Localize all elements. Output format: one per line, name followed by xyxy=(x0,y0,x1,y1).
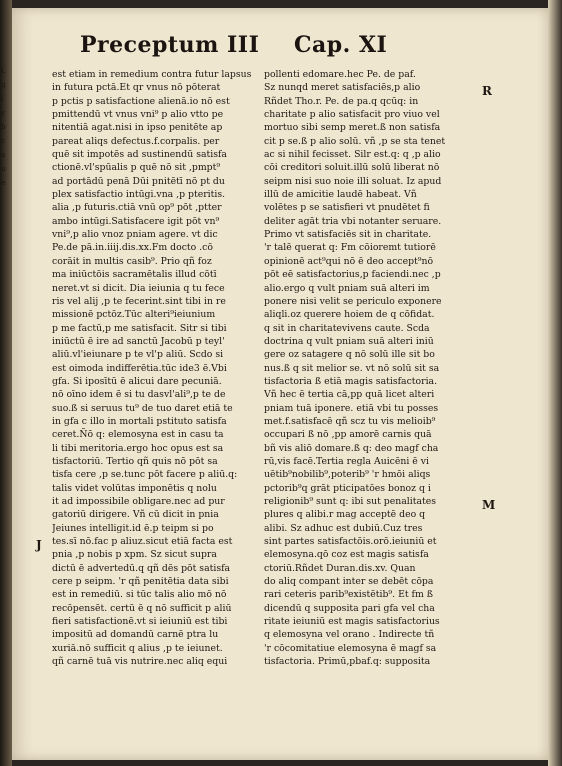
text-line: ambo intūgi.Satisfacere igit pōt vn⁹ xyxy=(52,215,220,227)
text-line: opinionē act⁹qui nō ē deo accept⁹nō xyxy=(264,255,434,267)
text-line: talis videt volūtas imponētis q nolu xyxy=(52,482,217,494)
text-line: plures q alibi.r mag acceptē deo q xyxy=(264,509,426,521)
text-line: doctrina q vult pniam suā alteri iniū xyxy=(264,335,434,347)
text-line: ctionē.vl'spūalis p quē nō sit ,pmpt⁹ xyxy=(52,162,221,174)
edge-mark: a xyxy=(1,151,6,159)
text-line: p me factū,p me satisfacit. Sitr si tibi xyxy=(52,322,227,334)
text-line: li tibi meritoria.ergo hoc opus est sa xyxy=(52,442,224,454)
text-line: pōt eē satisfactorius,p faciendi.nec ,p xyxy=(264,269,441,281)
text-line: est oimoda indifferētia.tūc ide3 ē.Vbi xyxy=(52,362,227,374)
text-line: sint partes satisfactōis.orō.ieiuniū et xyxy=(264,536,437,548)
text-line: plex satisfactio intūgi.vna ,p pteritis. xyxy=(52,189,226,201)
running-head-right: Cap. XI xyxy=(294,32,388,58)
edge-mark: i xyxy=(1,95,4,103)
text-line: religionib⁹ sunt q: ibi sut penalitates xyxy=(264,496,437,507)
text-line: tisfactoria. Primū,pbaf.q: supposita xyxy=(264,656,431,668)
text-line: pctorib⁹q grāt pticipatōes bonoz q i xyxy=(264,482,431,494)
text-line: ceret.Ñō q: elemosyna est in casu ta xyxy=(52,429,224,441)
text-line: ris vel alij ,p te fecerint.sint tibi in re xyxy=(52,295,226,307)
text-line: quē sit impotēs ad sustinendū satisfa xyxy=(52,149,227,161)
text-line: charitate p alio satisfacit pro viuo vel xyxy=(264,109,440,121)
text-line: occupari ß nō ,pp amorē carnis quā xyxy=(264,429,432,441)
text-line: do aliq compant inter se debēt cōpa xyxy=(264,576,434,588)
text-line: ad portādū penā Dūi pnitētī nō pt du xyxy=(52,175,225,187)
text-line: corāit in multis casib⁹. Prio qñ foz xyxy=(52,255,212,267)
text-line: alia ,p futuris.ctiā vnū op⁹ pōt ,ptter xyxy=(52,202,222,214)
text-line: gatoriū dirigere. Vñ cū dicit in pnia xyxy=(52,509,219,521)
text-line: qñ carnē tuā vis nutrire.nec aliq equi xyxy=(52,656,228,668)
text-line: mortuo sibi semp meret.ß non satisfa xyxy=(264,122,441,134)
text-line: cōi creditori soluit.illū solū liberat nō xyxy=(264,162,440,174)
text-line: pollenti edomare.hec Pe. de paf. xyxy=(264,69,416,80)
text-line: gere oz satagere q nō solū ille sit bo xyxy=(264,349,435,361)
text-line: dicendū q supposita pari gfa vel cha xyxy=(264,602,435,614)
text-line: q elemosyna vel orano . Indirecte tñ xyxy=(264,629,435,641)
text-line: Jeiunes intelligit.id ē.p teipm si po xyxy=(52,522,214,534)
margin-mark-right-mid: M xyxy=(482,498,496,512)
text-line: volētes p se satisfieri vt pnudētet fi xyxy=(264,202,430,214)
text-line: pnia ,p nobis p xpm. Sz sicut supra xyxy=(52,549,217,561)
text-line: elemosyna.qō coz est magis satisfa xyxy=(264,549,429,561)
text-line: ritate ieiuniū est magis satisfactorius xyxy=(264,616,440,628)
text-line: ac si nihil fecisset. Silr est.q: q ,p alio xyxy=(264,149,441,161)
text-line: alibi. Sz adhuc est dubiū.Cuz tres xyxy=(264,522,423,534)
text-line: est etiam in remedium contra futur lapsus xyxy=(52,69,252,80)
text-line: ctoriū.Rñdet Duran.dis.xv. Quan xyxy=(264,562,416,574)
text-line: tisfactoriū. Tertio qñ quis nō pōt sa xyxy=(52,455,218,467)
text-line: p pctis p satisfactione alienā.io nō est xyxy=(52,95,230,107)
right-text-column xyxy=(264,68,464,668)
text-line: tes.sī nō.fac p aliuz.sicut etiā facta est xyxy=(52,536,233,548)
text-line: nus.ß q sit melior se. vt nō solū sit sa xyxy=(264,362,440,374)
text-line: tisfactoria ß etiā magis satisfactoria. xyxy=(264,375,438,387)
text-line: xuriā.nō sufficit q alius ,p te ieiunet. xyxy=(52,642,223,654)
left-text-column xyxy=(52,68,252,668)
text-line: neret.vt si dicit. Dia ieiunia q tu fece xyxy=(52,282,225,294)
text-line: in gfa c illo in mortali pstituto satisfa xyxy=(52,415,227,427)
edge-mark: u xyxy=(1,165,6,173)
text-line: ponere nisi velit se periculo exponere xyxy=(264,295,442,307)
text-line: q sit in charitatevivens caute. Scda xyxy=(264,322,430,334)
text-line: dictū ē advertedū.q qñ dēs pōt satisfa xyxy=(52,562,231,574)
text-line: missionē pctōz.Tūc alteri⁹ieiunium xyxy=(52,309,216,321)
text-line: aliū.vl'ieiunare p te vl'p aliū. Scdo si xyxy=(52,349,224,361)
text-line: pareat aliqs defectus.f.corpalis. per xyxy=(52,135,220,147)
text-line: iniūctū ē ire ad sanctū Jacobū p teyl' xyxy=(52,335,225,347)
edge-mark: e xyxy=(1,179,6,187)
text-line: est in remediū. si tūc talis alio mō nō xyxy=(52,589,227,601)
edge-mark: y xyxy=(1,109,5,117)
margin-mark-left: J xyxy=(36,538,42,552)
text-line: cit p se.ß p alio solū. vñ ,p se sta tenet xyxy=(264,135,446,147)
text-line: illū de amicitie laudē habeat. Vñ xyxy=(264,189,417,201)
text-line: pmittendū vt vnus vni⁹ p alio vtto pe xyxy=(52,109,224,121)
left-book-edge xyxy=(0,0,12,766)
edge-mark: b xyxy=(1,123,6,131)
text-line: impositū ad domandū carnē ptra lu xyxy=(52,629,219,641)
text-line: Rñdet Tho.r. Pe. de pa.q qcūq: in xyxy=(264,95,419,107)
running-head xyxy=(80,32,480,62)
edge-mark: g xyxy=(1,81,6,89)
text-line: cere p seipm. 'r qñ penitētia data sibi xyxy=(52,576,229,588)
text-line: nitentiā agat.nisi in ipso penitēte ap xyxy=(52,122,223,134)
text-line: suo.ß si seruus tu⁹ de tuo daret etiā te xyxy=(52,402,233,414)
text-line: met.f.satisfacē qñ scz tu vis melioib⁹ xyxy=(264,415,436,427)
text-line: fieri satisfactionē.vt si ieiuniū est tibi xyxy=(52,616,228,628)
text-line: deliter agāt tria vbi notanter seruare. xyxy=(264,215,442,227)
text-line: tisfa cere ,p se.tunc pōt facere p aliū.q: xyxy=(52,469,238,481)
text-line: pniam tuā iponere. etiā vbi tu posses xyxy=(264,402,439,414)
text-line: Sz nunqd meret satisfaciēs,p alio xyxy=(264,82,421,94)
text-line: in futura pctā.Et qr vnus nō pōterat xyxy=(52,82,221,94)
margin-mark-right-top: R xyxy=(482,84,492,98)
text-line: Vñ hec ē tertia cā,pp quā licet alteri xyxy=(264,389,435,401)
text-line: seipm nisi suo noie illi soluat. Iz apud xyxy=(264,175,442,187)
text-line: rari ceteris parib⁹existētib⁹. Et fm ß xyxy=(264,589,433,601)
right-book-edge xyxy=(548,0,562,766)
text-line: Pe.de pā.in.iiij.dis.xx.Fm docto .cō xyxy=(52,242,213,254)
text-line: recōpensēt. certū ē q nō sufficit p aliū xyxy=(52,602,232,614)
text-line: bñ vis aliō domare.ß q: deo magf cha xyxy=(264,442,439,454)
text-line: rū,vis facē.Tertia regla Auicēni ē vi xyxy=(264,455,429,467)
text-line: vni⁹,p alio vnoz pniam agere. vt dic xyxy=(52,229,218,241)
text-line: it ad impossibile obligare.nec ad pur xyxy=(52,496,225,507)
running-head-left: Preceptum III xyxy=(80,32,260,58)
text-line: nō oīno idem ē si tu dasvl'ali⁹,p te de xyxy=(52,389,226,401)
edge-mark: c xyxy=(1,137,5,145)
text-line: gfa. Si iposītū ē alicui dare pecuniā. xyxy=(52,375,222,387)
text-line: ma iniūctōis sacramētalis illud cōtī xyxy=(52,269,217,281)
text-line: 'r talē querat q: Fm cōioremt tutiorē xyxy=(264,242,436,254)
text-line: alio.ergo q vult pniam suā alteri im xyxy=(264,282,430,294)
text-line: Primo vt satisfaciēs sit in charitate. xyxy=(264,229,432,241)
edge-mark: L xyxy=(1,67,6,75)
text-line: 'r cōcomitatiue elemosyna ē magf sa xyxy=(264,642,437,654)
text-line: uētib⁹nobilib⁹,poterib⁹ 'r hmōi aliqs xyxy=(264,469,431,481)
text-line: aliqli.oz querere hoiem de q cōfidat. xyxy=(264,309,435,321)
